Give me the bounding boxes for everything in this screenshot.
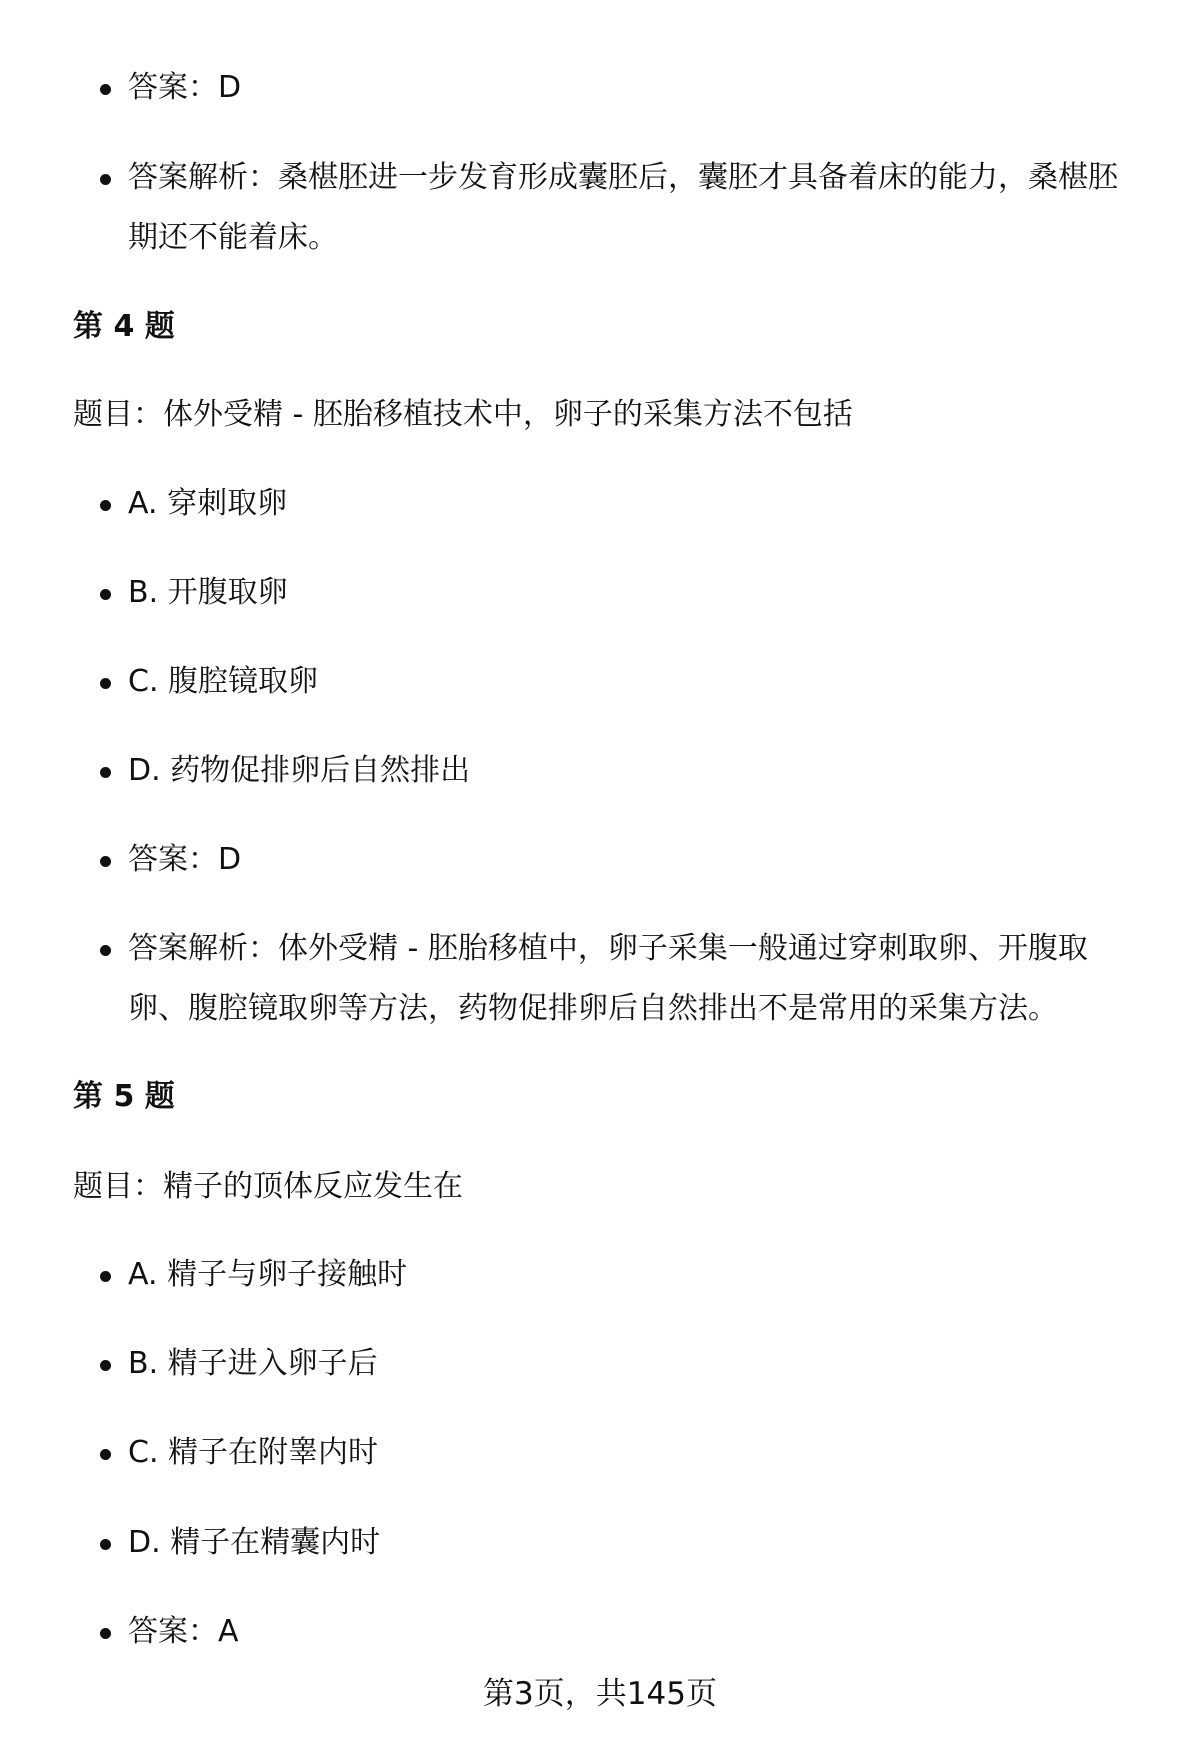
q3-explanation: 答案解析：桑椹胚进一步发育形成囊胚后，囊胚才具备着床的能力，桑椹胚期还不能着床。 <box>128 148 1138 268</box>
q5-option-c: C. 精子在附睾内时 <box>128 1423 1138 1483</box>
q5-answer: 答案：A <box>128 1602 1138 1662</box>
question-5-heading: 第 5 题 <box>73 1079 175 1114</box>
q5-option-d: D. 精子在精囊内时 <box>128 1513 1138 1573</box>
q4-option-b: B. 开腹取卵 <box>128 563 1138 623</box>
q4-option-a: A. 穿刺取卵 <box>128 474 1138 534</box>
q4-explanation: 答案解析：体外受精 - 胚胎移植中，卵子采集一般通过穿刺取卵、开腹取卵、腹腔镜取卵等方法，药物促排卵后自然排出不是常用的采集方法。 <box>128 919 1138 1039</box>
question-4-heading: 第 4 题 <box>73 309 175 344</box>
q5-option-a: A. 精子与卵子接触时 <box>128 1245 1138 1305</box>
question-4-stem: 题目：体外受精 - 胚胎移植技术中，卵子的采集方法不包括 <box>73 397 853 432</box>
q4-option-c: C. 腹腔镜取卵 <box>128 652 1138 712</box>
question-5-stem: 题目：精子的顶体反应发生在 <box>73 1169 463 1204</box>
q3-answer: 答案：D <box>128 58 1138 118</box>
page-number-footer: 第3页，共145页 <box>483 1676 717 1712</box>
q5-option-b: B. 精子进入卵子后 <box>128 1334 1138 1394</box>
q4-answer: 答案：D <box>128 830 1138 890</box>
q4-option-d: D. 药物促排卵后自然排出 <box>128 741 1138 801</box>
